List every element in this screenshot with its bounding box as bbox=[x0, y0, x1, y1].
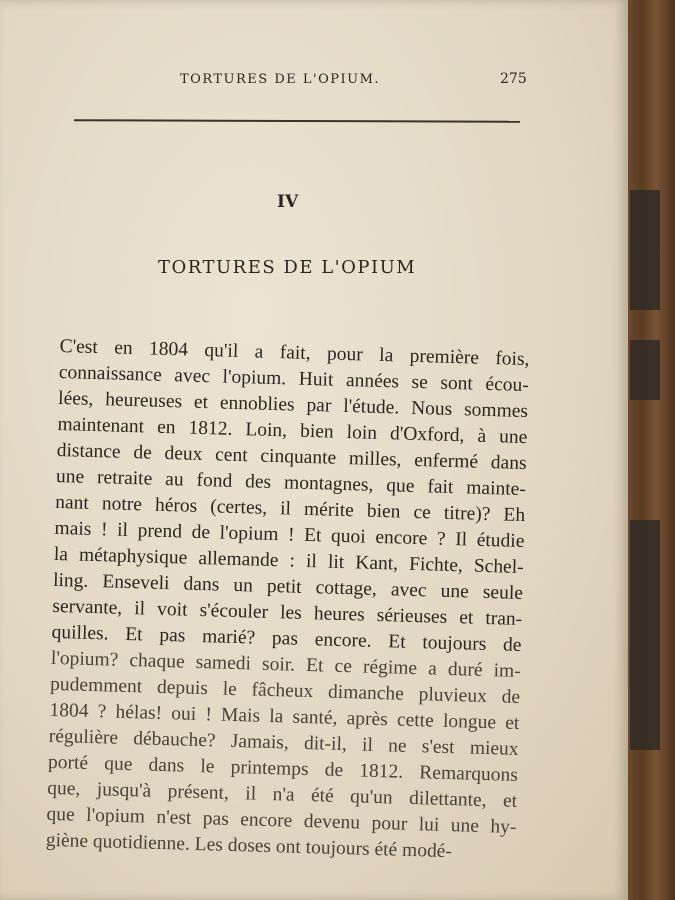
text-line: giène quotidienne. Les doses ont toujours été modé- bbox=[45, 829, 453, 863]
running-head: TORTURES DE L'OPIUM. bbox=[180, 72, 381, 87]
text-line: distance de deux cent cinquante milles, enfermé dans bbox=[56, 439, 527, 475]
text-line: que, jusqu'à présent, il n'a été qu'un dilettante, et bbox=[47, 777, 518, 812]
text-line: régulière débauche? Jamais, dit-il, il ne s'est mieux bbox=[48, 725, 519, 760]
text-line: 1804 ? hélas! oui ! Mais la santé, après cette longue et bbox=[49, 699, 520, 734]
text-line: l'opium? chaque samedi soir. Et ce régime a duré im- bbox=[50, 647, 522, 682]
text-line: connaissance avec l'opium. Huit années se sont écou- bbox=[58, 361, 530, 397]
text-line: une retraite au fond des montagnes, que fait mainte- bbox=[55, 465, 527, 501]
spine-band bbox=[630, 190, 660, 310]
spine-band bbox=[630, 520, 660, 750]
chapter-number: IV bbox=[277, 192, 299, 212]
text-line: la métaphysique allemande : il lit Kant, Fichte, Schel- bbox=[53, 543, 524, 579]
text-line: C'est en 1804 qu'il a fait, pour la première fois, bbox=[59, 335, 530, 371]
page-number: 275 bbox=[500, 71, 527, 87]
text-line: ling. Enseveli dans un petit cottage, avec une seule bbox=[52, 569, 524, 605]
spine-band bbox=[630, 340, 660, 400]
text-line: que l'opium n'est pas encore devenu pour lui une hy- bbox=[46, 803, 517, 838]
text-line: mais ! il prend de l'opium ! Et quoi encore ? Il étudie bbox=[54, 517, 525, 553]
text-line: servante, il voit s'écouler les heures sérieuses et tran- bbox=[52, 595, 523, 631]
text-line: lées, heureuses et ennoblies par l'étude. Nous sommes bbox=[57, 387, 529, 423]
chapter-title: TORTURES DE L'OPIUM bbox=[158, 257, 417, 278]
body-text bbox=[45, 334, 529, 867]
text-line: nant notre héros (certes, il mérite bien ce titre)? Eh bbox=[55, 491, 526, 527]
book-spine bbox=[628, 0, 675, 900]
header-rule bbox=[74, 119, 520, 123]
text-line: quilles. Et pas marié? pas encore. Et toujours de bbox=[51, 621, 522, 657]
text-line: porté que dans le printemps de 1812. Remarquons bbox=[47, 751, 519, 786]
text-line: maintenant en 1812. Loin, bien loin d'Oxford, à une bbox=[57, 413, 528, 449]
text-line: pudemment depuis le fâcheux dimanche pluvieux de bbox=[49, 673, 521, 708]
